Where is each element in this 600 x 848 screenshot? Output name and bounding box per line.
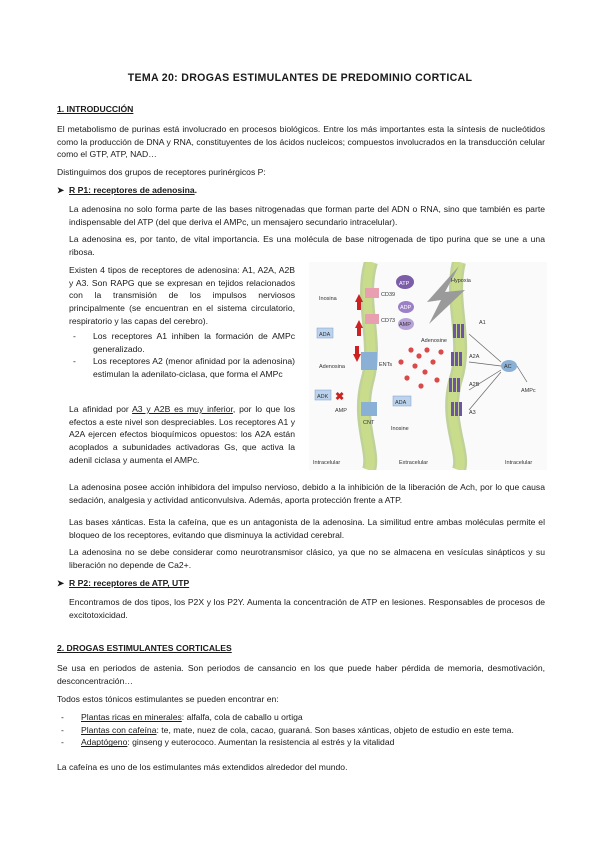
arrow-bullet-icon: ➤ <box>57 185 65 195</box>
campc-label: AMPc <box>521 388 536 394</box>
receptor-effects-list <box>69 330 295 381</box>
list-item: - Los receptores A1 inhiben la formación de AMPc generalizado. <box>69 330 295 355</box>
a1-receptor <box>453 324 464 338</box>
list-item-term: Plantas con cafeína <box>81 724 157 735</box>
affinity-text-post: , por lo que los efectos a este nivel son despreciables. Los receptores A1 y A2A ejercen efectos bioquímicos opuestos: los A2A están acoplados a subunidades activadoras Gs, que activa la adenil ciclasa y aumenta el AMPc. <box>69 404 295 465</box>
cnt-label: CNT <box>363 420 375 426</box>
ent-label: ENTs <box>379 362 393 368</box>
a2b-label: A2B <box>469 382 480 388</box>
intracelular-left-label: Intracelular <box>313 460 341 466</box>
a1-label: A1 <box>479 320 486 326</box>
ada-left-label: ADA <box>319 332 331 338</box>
inosine-bottom-label: Inosine <box>391 426 409 432</box>
tonics-intro-paragraph: Todos estos tónicos estimulantes se pueden encontrar en: <box>57 694 279 704</box>
rp2-paragraph: Encontramos de dos tipos, los P2X y los P2Y. Aumenta la concentración de ATP en lesiones. Responsables de procesos de excitotoxicidad. <box>69 597 545 620</box>
atp-label: ATP <box>399 281 410 287</box>
rp2-heading <box>57 577 189 590</box>
rp1-heading-suffix: . <box>194 185 197 195</box>
adenosine-paragraph-2: La adenosina es, por tanto, de vital importancia. Es una molécula de base nitrogenada de tipo purina que se une a una ribosa. <box>69 234 545 257</box>
list-item-term: Plantas ricas en minerales <box>81 712 182 722</box>
adk-label: ADK <box>317 394 329 400</box>
list-item-detail: : te, mate, nuez de cola, cacao, guaraná. Son bases xánticas, objeto de estudio en este tema. <box>156 724 514 735</box>
neurotransmitter-paragraph: La adenosina no se debe considerar como neurotransmisor clásico, ya que no se almacena en vesículas sinápticos y su liberación no depende de Ca2+. <box>69 547 545 570</box>
adp-label: ADP <box>400 305 412 311</box>
rp2-heading-text: R P2: receptores de ATP, UTP <box>69 578 190 588</box>
adenosine-inhibitory-paragraph: La adenosina posee acción inhibidora del impulso nervioso, debido a la inhibición de la liberación de Ach, por lo que causa sedación, analgesia y actividad anticonvulsiva. Además, aporta protección frente a ATP. <box>69 482 545 505</box>
intracelular-right-label: Intracelular <box>505 460 533 466</box>
affinity-text-underlined: A3 y A2B es muy inferior <box>132 404 233 414</box>
list-item-term: Adaptógeno <box>81 737 128 748</box>
arrow-bullet-icon: ➤ <box>57 578 65 588</box>
section-heading-introduccion: 1. INTRODUCCIÓN <box>57 104 134 114</box>
list-item <box>57 711 545 724</box>
affinity-paragraph <box>69 403 295 467</box>
inosine-top-label: Inosina <box>319 296 337 302</box>
intro-paragraph: El metabolismo de purinas está involucrado en procesos biológicos. Entre los más importantes esta la síntesis de nucleótidos como la producción de DNA y RNA, constituyentes de los ácidos nucleicos; compuestos involucrados en la transducción celular como el GTP, ATP, NAD… <box>57 124 545 160</box>
a2a-label: A2A <box>469 354 480 360</box>
a2a-receptor <box>451 352 462 366</box>
cd39-label: CD39 <box>381 292 396 298</box>
list-item <box>57 736 545 749</box>
extracelular-label: Extracelular <box>399 460 429 466</box>
list-item-detail: : alfalfa, cola de caballo u ortiga <box>181 712 303 722</box>
a3-receptor <box>451 402 462 416</box>
rp1-heading-text: R P1: receptores de adenosina <box>69 185 195 195</box>
receptor-types-paragraph: Existen 4 tipos de receptores de adenosina: A1, A2A, A2B y A3. Son RAPG que se expresan en tejidos relacionados con la transmisión de los impulsos nerviosos principalmente (se encuentran en el sistema circulatorio, respiratorio y las capas del cerebro). <box>69 265 295 326</box>
xanthine-bases-paragraph: Las bases xánticas. Esta la cafeína, que es un antagonista de la adenosina. La similitud entre ambas moléculas permite el bloqueo de los receptores, evitando que disminuya la actividad cerebral. <box>69 517 545 540</box>
purinergic-groups-paragraph: Distinguimos dos grupos de receptores purinérgicos P: <box>57 167 266 177</box>
blocked-x-icon: ✖ <box>335 391 345 403</box>
affinity-text-pre: La afinidad por <box>69 404 133 414</box>
adenosine-paragraph-1: La adenosina no solo forma parte de las bases nitrogenadas que forman parte del ADN o RNA, sino que también es parte indispensable del ATP (del que deriva el AMPc, un mensajero secundario intracelular). <box>69 204 545 227</box>
list-item: - Los receptores A2 (menor afinidad por la adenosina) estimulan la adenilato-ciclasa, que forma el AMPc <box>69 355 295 380</box>
adenosine-right-label: Adenosine <box>421 338 447 344</box>
adenosine-left-label: Adenosina <box>319 364 345 370</box>
astenia-paragraph: Se usa en periodos de astenia. Son periodos de cansancio en los que puede haber pérdida de memoria, desmotivación, desconcentración… <box>57 663 545 686</box>
page-title: TEMA 20: DROGAS ESTIMULANTES DE PREDOMINIO CORTICAL <box>127 72 473 84</box>
a2b-receptor <box>449 378 460 392</box>
section-heading-drogas: 2. DROGAS ESTIMULANTES CORTICALES <box>57 643 232 653</box>
rp1-heading <box>57 184 197 197</box>
caffeine-paragraph: La cafeína es uno de los estimulantes más extendidos alrededor del mundo. <box>57 762 348 772</box>
cd73-label: CD73 <box>381 318 396 324</box>
hypoxia-label: Hypoxia <box>451 278 471 284</box>
list-item <box>57 724 545 737</box>
amp-small-label: AMP <box>335 408 347 414</box>
list-item-detail: : ginseng y euterococo. Aumentan la resistencia al estrés y la vitalidad <box>127 737 395 748</box>
amp-label: AMP <box>399 322 411 328</box>
ac-label: AC <box>504 364 512 370</box>
adenosine-signaling-figure <box>309 262 547 470</box>
ada-mid-label: ADA <box>395 400 407 406</box>
tonics-list <box>57 711 545 749</box>
a3-label: A3 <box>469 410 476 416</box>
